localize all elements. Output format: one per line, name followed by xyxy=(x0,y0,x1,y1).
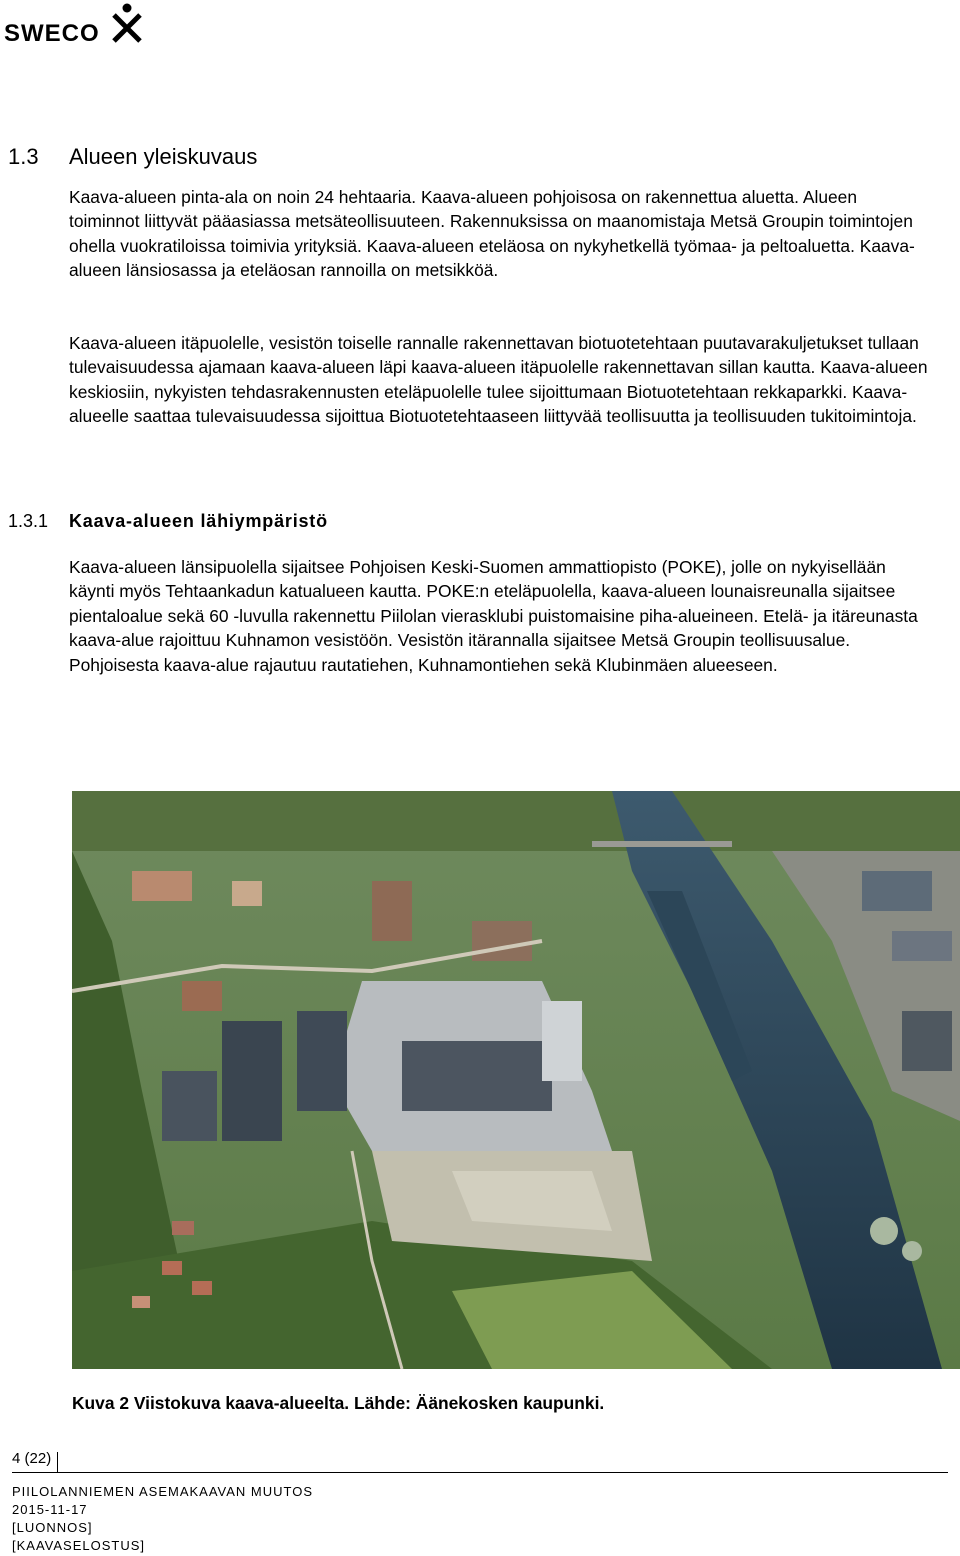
footer-project: PIILOLANNIEMEN ASEMAKAAVAN MUUTOS xyxy=(12,1484,314,1499)
sweco-figure-icon xyxy=(112,2,142,44)
sweco-logo xyxy=(4,2,144,46)
footer-date: 2015-11-17 xyxy=(12,1502,88,1517)
paragraph-surroundings: Kaava-alueen länsipuolella sijaitsee Pohjoisen Keski-Suomen ammattiopisto (POKE), jolle on nykyisellään käynti myös Tehtaankadun katualueen kautta. POKE:n eteläpuolella, kaava-alueen lounaisreunalla sijaitsee pientaloalue sekä 60 -luvulla rakennettu Piilolan vierasklubi puistomaisine piha-alueineen. Etelä- ja itäreunasta kaava-alue rajoittuu Kuhnamon vesistöön. Vesistön itärannalla sijaitsee Metsä Groupin teollisuusalue. Pohjoisesta kaava-alue rajautuu rautatiehen, Kuhnamontiehen sekä Klubinmäen alueeseen. xyxy=(69,557,918,675)
footer-divider xyxy=(12,1472,948,1473)
subsection-title: Kaava-alueen lähiympäristö xyxy=(69,511,328,531)
footer-doc-type: [KAAVASELOSTUS] xyxy=(12,1538,146,1553)
paragraph-future-plans: Kaava-alueen itäpuolelle, vesistön toiselle rannalle rakennettavan biotuotetehtaan puutavarakuljetukset tullaan tulevaisuudessa ajamaan kaava-alueen läpi kaava-alueen itäpuolelle rakennettavan sillan kautta. Kaava-alueen keskiosiin, nykyisten tehdasrakennusten eteläpuolelle tulee sijoittumaan Biotuotetehtaan rekkaparkki. Kaava-alueelle saattaa tulevaisuudessa sijoittua Biotuotetehtaaseen liittyvää teollisuutta ja teollisuuden tukitoimintoja. xyxy=(69,333,928,427)
section-heading xyxy=(8,144,257,170)
page-number: 4 (22) xyxy=(12,1450,52,1467)
logo-text: SWECO xyxy=(4,20,100,47)
subsection-heading xyxy=(8,511,328,532)
footer-status: [LUONNOS] xyxy=(12,1520,93,1535)
figure-caption: Kuva 2 Viistokuva kaava-alueelta. Lähde: Äänekosken kaupunki. xyxy=(72,1393,605,1413)
subsection-number: 1.3.1 xyxy=(8,511,49,531)
section-title: Alueen yleiskuvaus xyxy=(69,144,258,169)
aerial-photo xyxy=(72,791,960,1369)
section-number: 1.3 xyxy=(8,144,39,169)
footer-divider-tick xyxy=(57,1452,58,1472)
paragraph-overview: Kaava-alueen pinta-ala on noin 24 hehtaaria. Kaava-alueen pohjoisosa on rakennettua aluetta. Alueen toiminnot liittyvät pääasiassa metsäteollisuuteen. Rakennuksissa on maanomistaja Metsä Groupin toimintojen ohella vuokratiloissa toimivia yrityksiä. Kaava-alueen eteläosa on nykyhetkellä työmaa- ja peltoaluetta. Kaava-alueen länsiosassa ja eteläosan rannoilla on metsikköä. xyxy=(69,187,915,281)
